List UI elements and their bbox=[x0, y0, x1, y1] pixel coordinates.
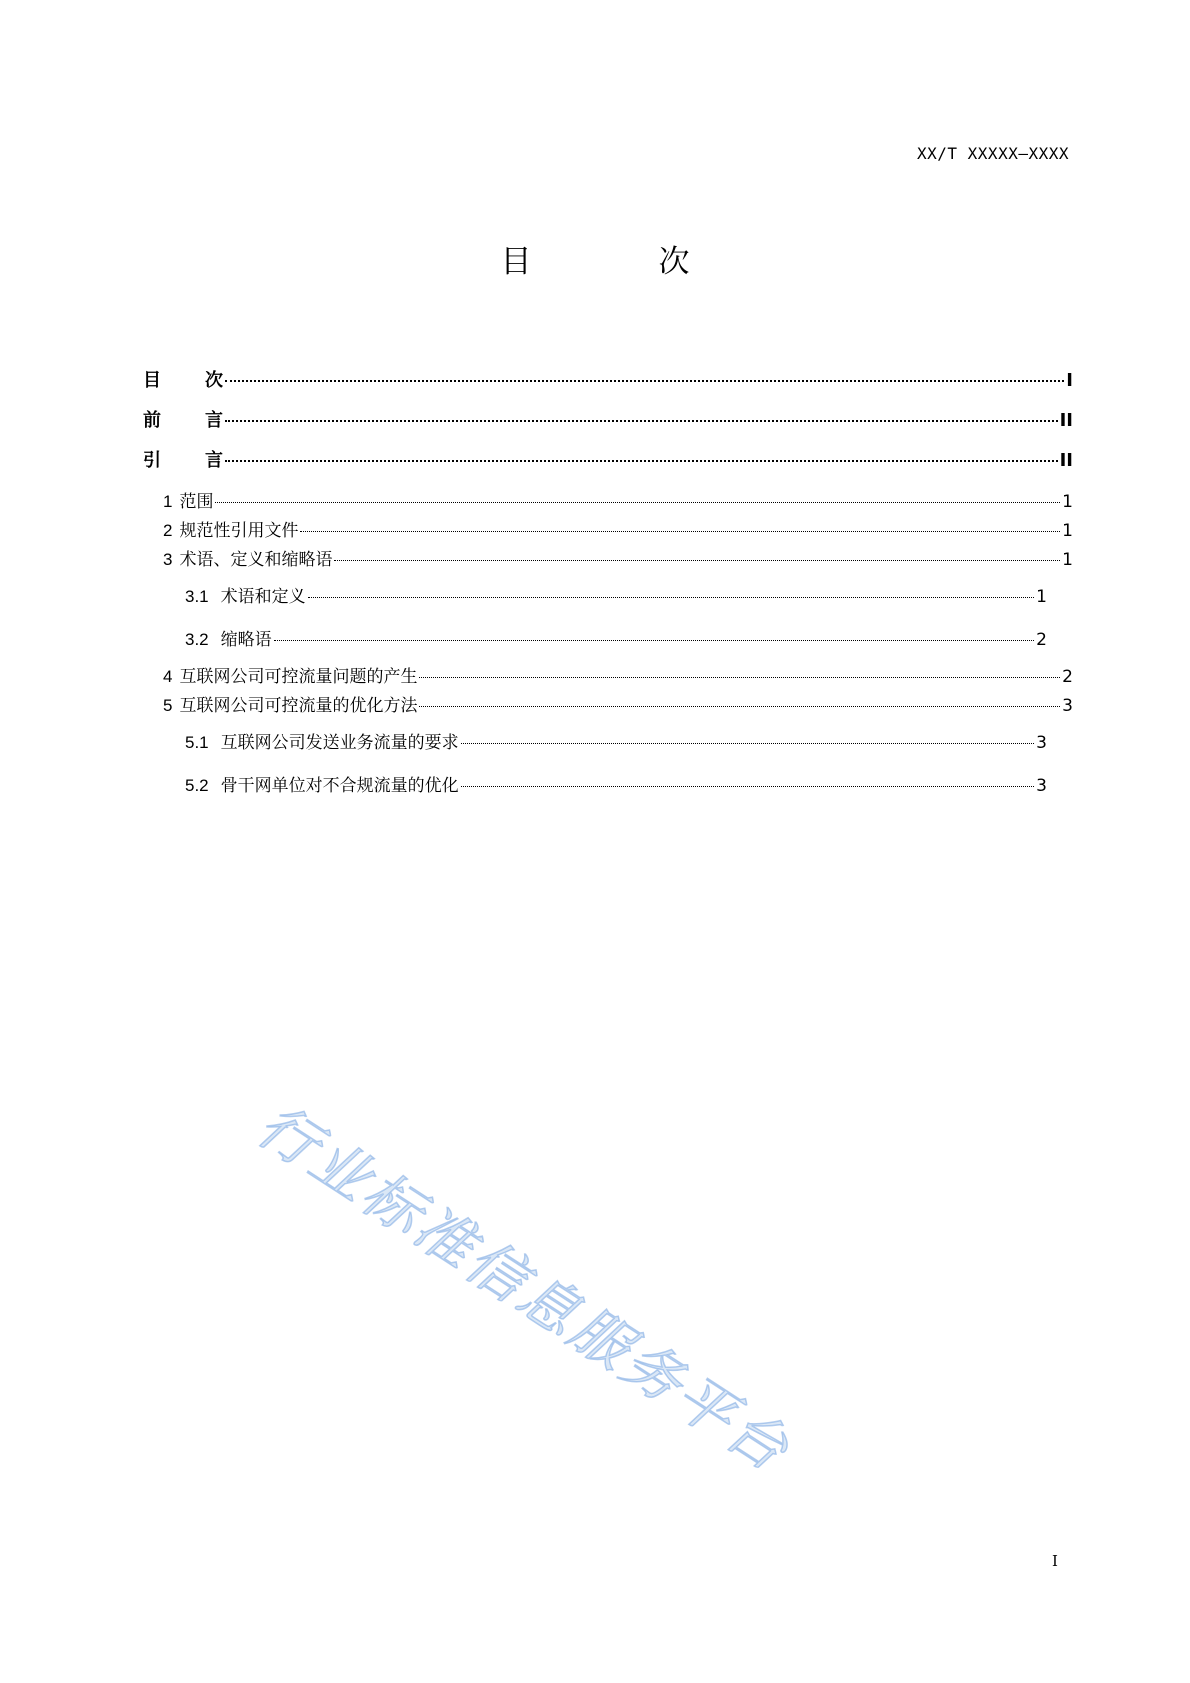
toc-section-number: 3.2 bbox=[185, 630, 209, 649]
dot-leader bbox=[461, 786, 1035, 787]
toc-label: 互联网公司可控流量问题的产生 bbox=[179, 667, 418, 687]
toc-section-number: 3 bbox=[163, 550, 173, 569]
dot-leader bbox=[225, 460, 1058, 462]
dot-leader bbox=[225, 380, 1064, 382]
toc-entry-contents[interactable]: 目 次 I bbox=[143, 370, 1073, 391]
toc-label: 术语和定义 bbox=[220, 587, 306, 607]
toc-page-number: I bbox=[1066, 370, 1073, 391]
dot-leader bbox=[274, 640, 1035, 641]
toc-section-number: 2 bbox=[163, 521, 173, 540]
page-title: 目 次 bbox=[500, 244, 738, 280]
toc-label: 骨干网单位对不合规流量的优化 bbox=[220, 776, 459, 796]
toc-label: 规范性引用文件 bbox=[179, 521, 299, 541]
toc-section-number: 3.1 bbox=[185, 587, 209, 606]
dot-leader bbox=[225, 420, 1058, 422]
watermark: 行业标准信息服务平台 bbox=[245, 1090, 803, 1486]
toc-section-number: 5.2 bbox=[185, 776, 209, 795]
toc-entry-4[interactable] bbox=[163, 662, 1073, 688]
toc-page-number: 1 bbox=[1062, 550, 1073, 570]
toc-section-number: 1 bbox=[163, 492, 173, 511]
toc-section-number: 4 bbox=[163, 667, 173, 686]
toc-page-number: 1 bbox=[1062, 521, 1073, 541]
toc-entry-5[interactable] bbox=[163, 691, 1073, 717]
toc-page-number: 2 bbox=[1036, 630, 1047, 650]
toc-entry-3[interactable] bbox=[163, 545, 1073, 571]
toc-page-number: II bbox=[1059, 410, 1073, 431]
toc-label: 互联网公司可控流量的优化方法 bbox=[179, 696, 418, 716]
footer-page-number: I bbox=[1052, 1552, 1058, 1570]
toc-page-number: 3 bbox=[1036, 776, 1047, 796]
toc-section-number: 5 bbox=[163, 696, 173, 715]
dot-leader bbox=[461, 743, 1035, 744]
toc-label: 互联网公司发送业务流量的要求 bbox=[220, 733, 459, 753]
dot-leader bbox=[215, 502, 1060, 503]
toc-page-number: 1 bbox=[1062, 492, 1073, 512]
document-code: XX/T XXXXX—XXXX bbox=[917, 144, 1069, 163]
toc-entry-5-2[interactable] bbox=[185, 771, 1047, 797]
toc-entry-foreword[interactable]: 前 言 II bbox=[143, 410, 1073, 431]
dot-leader bbox=[419, 677, 1060, 678]
toc-entry-3-1[interactable] bbox=[185, 582, 1047, 608]
toc-entry-3-2[interactable] bbox=[185, 625, 1047, 651]
toc-label: 术语、定义和缩略语 bbox=[179, 550, 333, 570]
toc-page-number: 3 bbox=[1062, 696, 1073, 716]
toc-label: 范围 bbox=[179, 492, 214, 512]
toc-section-number: 5.1 bbox=[185, 733, 209, 752]
toc-entry-introduction[interactable]: 引 言 II bbox=[143, 450, 1073, 471]
toc-entry-2[interactable] bbox=[163, 516, 1073, 542]
dot-leader bbox=[308, 597, 1035, 598]
toc-page-number: II bbox=[1059, 450, 1073, 471]
dot-leader bbox=[419, 706, 1060, 707]
dot-leader bbox=[334, 560, 1060, 561]
toc-entry-5-1[interactable] bbox=[185, 728, 1047, 754]
toc-page-number: 3 bbox=[1036, 733, 1047, 753]
dot-leader bbox=[300, 531, 1060, 532]
toc-page-number: 1 bbox=[1036, 587, 1047, 607]
toc-page-number: 2 bbox=[1062, 667, 1073, 687]
toc-label: 缩略语 bbox=[220, 630, 272, 650]
toc-entry-1[interactable] bbox=[163, 487, 1073, 513]
